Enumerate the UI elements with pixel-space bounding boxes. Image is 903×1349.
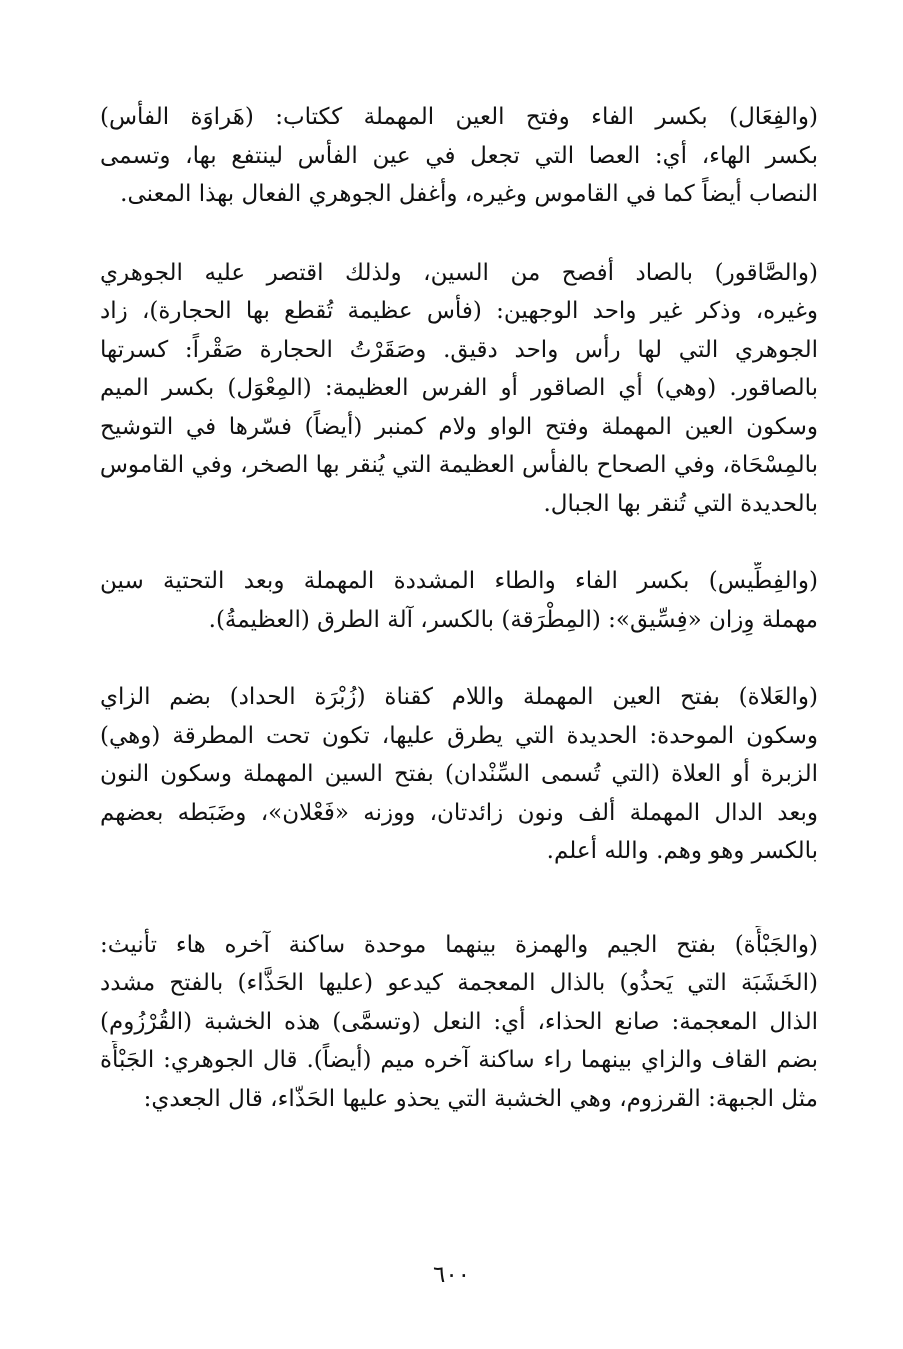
text-line: وغيره، وذكر غير واحد الوجهين: (فأس عظيمة تُقطع بها الحجارة)، زاد <box>100 298 818 324</box>
text-line: (الخَشَبَة التي يَحذُو) بالذال المعجمة كيدعو (عليها الحَذَّاء) بالفتح مشدد <box>100 970 818 996</box>
text-line: وسكون العين المهملة وفتح الواو ولام كمنبر (أيضاً) فسّرها في التوشيح <box>100 413 818 440</box>
text-line: وسكون الموحدة: الحديدة التي يطرق عليها، تكون تحت المطرقة (وهي) <box>100 722 818 749</box>
text-line: (والجَبْأَة) بفتح الجيم والهمزة بينهما موحدة ساكنة آخره هاء تأنيث: <box>100 931 818 958</box>
text-line: بضم القاف والزاي بينهما راء ساكنة آخره ميم (أيضاً). قال الجوهري: الجَبْأَة <box>100 1047 818 1073</box>
text-line: النصاب أيضاً كما في القاموس وغيره، وأغفل الجوهري الفعال بهذا المعنى. <box>120 181 818 207</box>
text-line: مهملة وِزان «فِسِّيق»: (المِطْرَقة) بالكسر، آلة الطرق (العظيمةُ). <box>208 606 818 633</box>
text-line: بالكسر وهو وهم. والله أعلم. <box>546 838 818 864</box>
text-line: وبعد الدال المهملة ألف ونون زائدتان، ووزنه «فَعْلان»، وضَبَطه بعضهم <box>100 799 818 826</box>
text-line: بالمِسْحَاة، وفي الصحاح بالفأس العظيمة التي يُنقر بها الصخر، وفي القاموس <box>100 452 818 478</box>
text-line: (والعَلاة) بفتح العين المهملة واللام كقناة (زُبْرَة الحداد) بضم الزاي <box>100 684 818 710</box>
page-number: ٦٠٠ <box>432 1262 471 1288</box>
text-line: (والصَّاقور) بالصاد أفصح من السين، ولذلك اقتصر عليه الجوهري <box>100 259 818 286</box>
text-line: الزبرة أو العلاة (التي تُسمى السِّنْدان) بفتح السين المهملة وسكون النون <box>100 761 818 787</box>
text-line: الجوهري التي لها رأس واحد دقيق. وصَقَرْتُ الحجارة صَقْراً: كسرتها <box>100 336 818 363</box>
paragraph-fiaal <box>100 98 818 214</box>
paragraph-fittis <box>100 562 818 639</box>
text-line: بالصاقور. (وهي) أي الصاقور أو الفرس العظيمة: (المِعْوَل) بكسر الميم <box>100 375 818 401</box>
text-line: بالحديدة التي تُنقر بها الجبال. <box>543 490 818 517</box>
text-line: بكسر الهاء، أي: العصا التي تجعل في عين الفأس لينتفع بها، وتسمى <box>100 142 818 169</box>
text-line: (والفِعَال) بكسر الفاء وفتح العين المهملة ككتاب: (هَراوَة الفأس) <box>100 104 818 130</box>
text-line: مثل الجبهة: القرزوم، وهي الخشبة التي يحذو عليها الحَذّاء، قال الجعدي: <box>143 1085 818 1112</box>
paragraph-alat <box>100 678 818 871</box>
paragraph-jabaa <box>100 926 818 1119</box>
text-line: الذال المعجمة: صانع الحذاء، أي: النعل (وتسمَّى) هذه الخشبة (القُرْزُوم) <box>100 1008 818 1035</box>
paragraph-saqur <box>100 254 818 524</box>
page-body <box>100 98 818 1118</box>
text-line: (والفِطِّيس) بكسر الفاء والطاء المشددة المهملة وبعد التحتية سين <box>100 568 818 594</box>
